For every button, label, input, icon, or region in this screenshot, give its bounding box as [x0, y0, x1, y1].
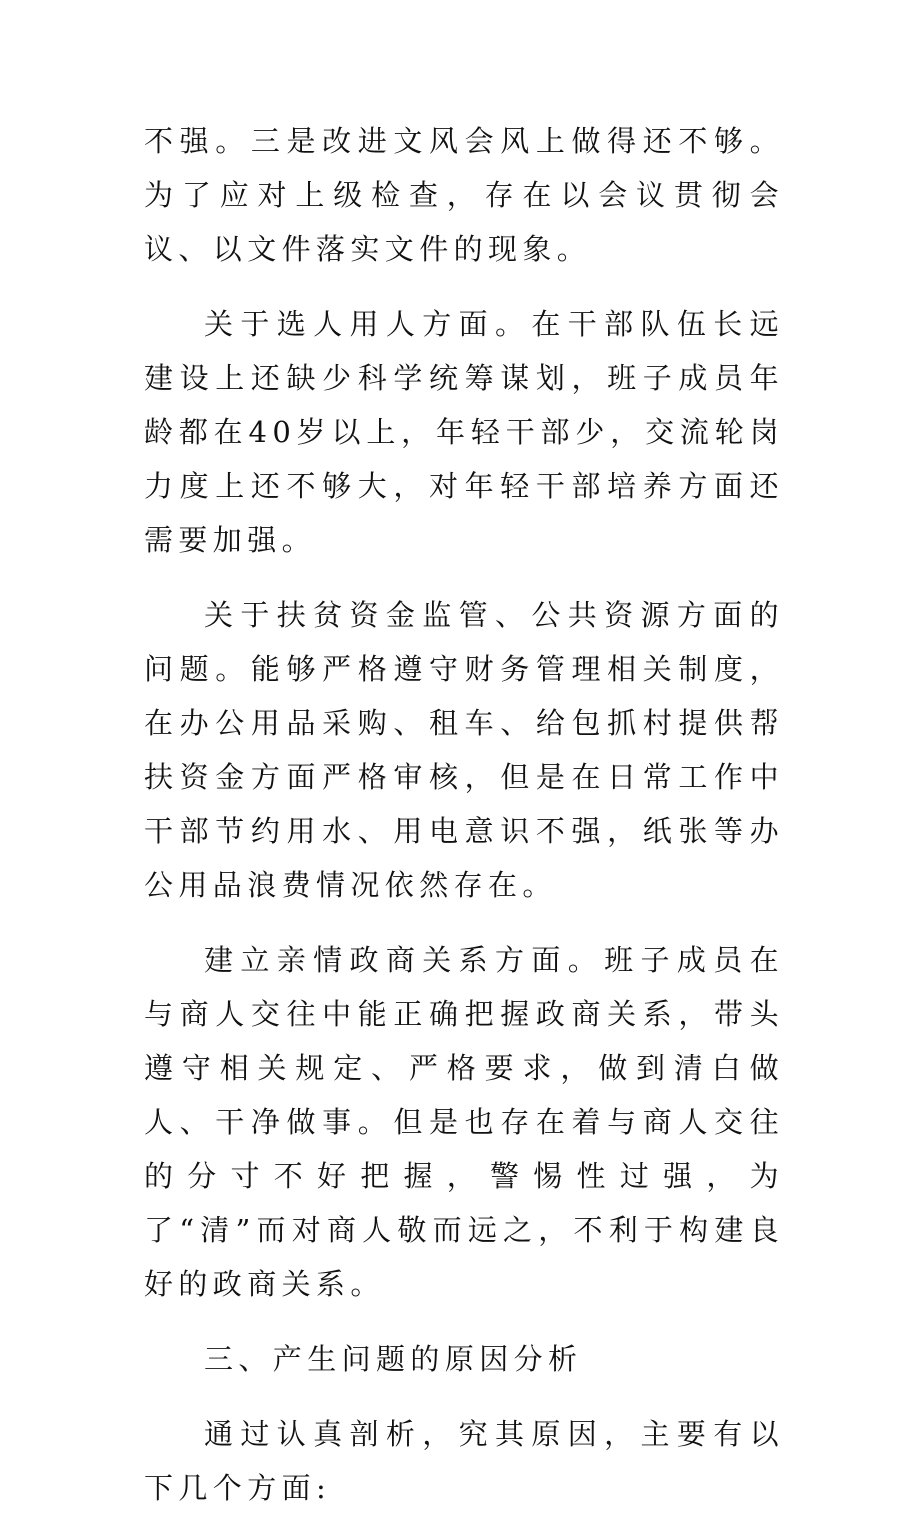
section-heading: 三、产生问题的原因分析 [204, 1342, 583, 1376]
paragraph-analysis-intro: 通过认真剖析，究其原因，主要有以下几个方面: [144, 1417, 784, 1505]
paragraph-continuation: 不强。三是改进文风会风上做得还不够。为了应对上级检查，存在以会议贯彻会议、以文件落实文件的现象。 [144, 124, 784, 266]
document-body [144, 114, 784, 1536]
paragraph-funds: 关于扶贫资金监管、公共资源方面的问题。能够严格遵守财务管理相关制度，在办公用品采购、租车、给包抓村提供帮扶资金方面严格审核，但是在日常工作中干部节约用水、用电意识不强，纸张等办公用品浪费情况依然存在。 [144, 598, 784, 902]
paragraph-business: 建立亲情政商关系方面。班子成员在与商人交往中能正确把握政商关系，带头遵守相关规定、严格要求，做到清白做人、干净做事。但是也存在着与商人交往的分寸不好把握，警惕性过强，为了“清”而对商人敬而远之，不利于构建良好的政商关系。 [144, 943, 784, 1301]
paragraph-personnel: 关于选人用人方面。在干部队伍长远建设上还缺少科学统筹谋划，班子成员年龄都在40岁以上，年轻干部少，交流轮岗力度上还不够大，对年轻干部培养方面还需要加强。 [144, 307, 784, 557]
